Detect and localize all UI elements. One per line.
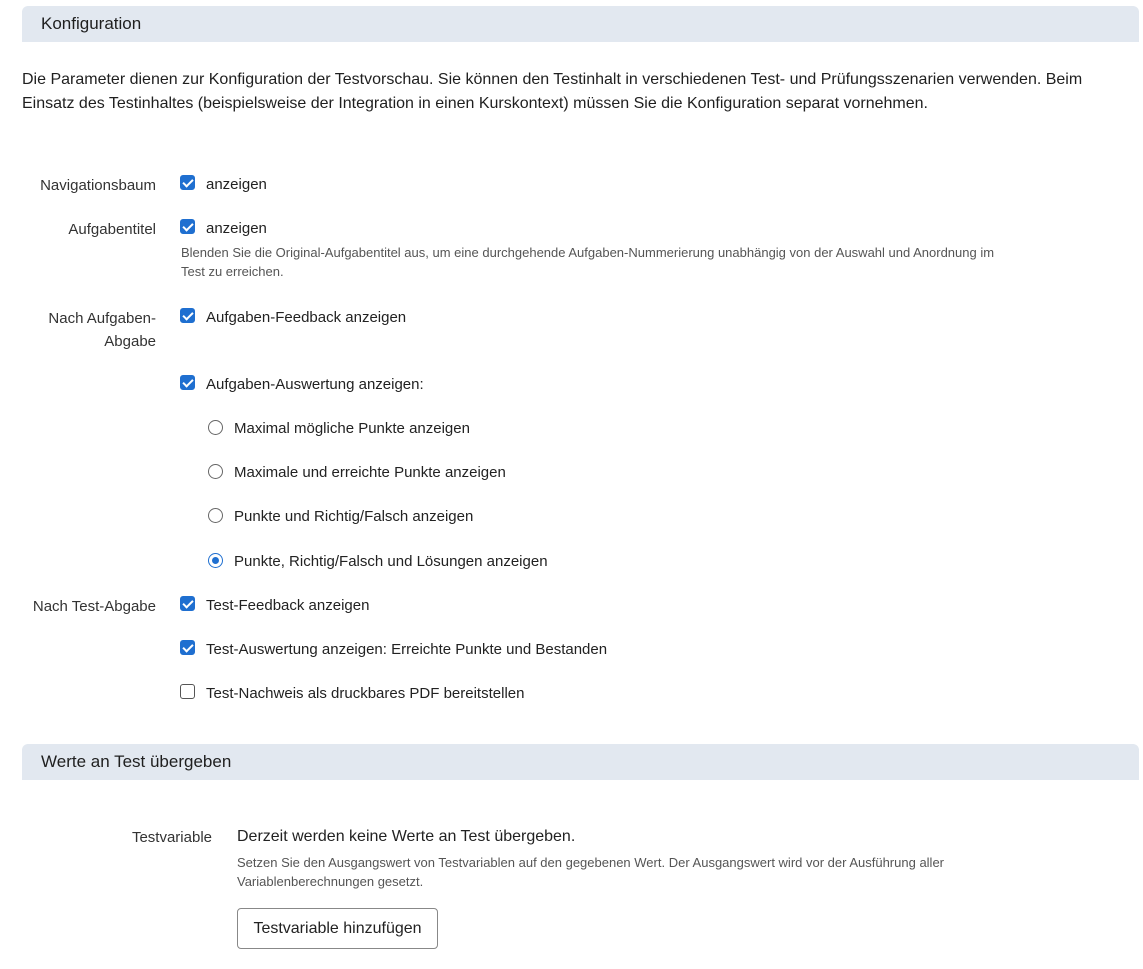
radio-unchecked-icon[interactable] xyxy=(208,420,223,435)
checkbox-aufgaben-auswertung[interactable] xyxy=(180,374,424,396)
radio-punkte-richtig-falsch-loesungen[interactable] xyxy=(208,551,548,573)
checkbox-navigationsbaum[interactable] xyxy=(180,174,267,196)
intro-text: Die Parameter dienen zur Konfiguration der Testvorschau. Sie können den Testinhalt in verschiedenen Test- und Prüfungsszenarien verwenden. Beim Einsatz des Testinhaltes (beispielsweise der Integration in einen Kurskontext) müssen Sie die Konfiguration separat vornehmen. xyxy=(22,71,1083,112)
radio-label: Punkte und Richtig/Falsch anzeigen xyxy=(234,508,474,525)
section-header-werte-an-test xyxy=(22,744,1139,780)
label-navigationsbaum: Navigationsbaum xyxy=(40,177,156,194)
radio-unchecked-icon[interactable] xyxy=(208,508,223,523)
label-nach-test-abgabe: Nach Test-Abgabe xyxy=(32,598,156,615)
label-testvariable: Testvariable xyxy=(131,829,212,846)
checkbox-checked-icon[interactable] xyxy=(180,375,195,390)
checkbox-unchecked-icon[interactable] xyxy=(180,684,195,699)
checkbox-test-feedback[interactable] xyxy=(180,595,369,617)
add-testvariable-button[interactable]: Testvariable hinzufügen xyxy=(237,908,438,949)
checkbox-label: anzeigen xyxy=(206,176,267,193)
radio-maximale-und-erreichte-punkte[interactable] xyxy=(208,462,506,484)
radio-label: Punkte, Richtig/Falsch und Lösungen anzeigen xyxy=(234,553,548,570)
checkbox-label: anzeigen xyxy=(206,220,267,237)
label-line: Abgabe xyxy=(104,333,156,350)
help-aufgabentitel: Blenden Sie die Original-Aufgabentitel aus, um eine durchgehende Aufgaben-Nummerierung unabhängig von der Auswahl und Anordnung im Test zu erreichen. xyxy=(181,245,995,279)
help-testvariable: Setzen Sie den Ausgangswert von Testvariablen auf den gegebenen Wert. Der Ausgangswert wird vor der Ausführung aller Variablenberechnungen gesetzt. xyxy=(237,855,945,889)
checkbox-label: Test-Nachweis als druckbares PDF bereitstellen xyxy=(206,685,525,702)
checkbox-label: Test-Auswertung anzeigen: Erreichte Punkte und Bestanden xyxy=(206,641,608,658)
checkbox-aufgabentitel[interactable] xyxy=(180,218,267,240)
checkbox-label: Aufgaben-Feedback anzeigen xyxy=(206,309,407,326)
radio-maximal-moegliche-punkte[interactable] xyxy=(208,418,470,440)
testvariable-status: Derzeit werden keine Werte an Test übergeben. xyxy=(237,828,576,845)
checkbox-checked-icon[interactable] xyxy=(180,308,195,323)
checkbox-label: Aufgaben-Auswertung anzeigen: xyxy=(206,376,424,393)
radio-punkte-richtig-falsch[interactable] xyxy=(208,506,473,528)
checkbox-aufgaben-feedback[interactable] xyxy=(180,307,406,329)
label-nach-aufgaben-abgabe xyxy=(6,307,156,353)
section-title: Konfiguration xyxy=(41,14,142,33)
radio-label: Maximale und erreichte Punkte anzeigen xyxy=(234,464,506,481)
checkbox-label: Test-Feedback anzeigen xyxy=(206,597,370,614)
checkbox-checked-icon[interactable] xyxy=(180,596,195,611)
checkbox-checked-icon[interactable] xyxy=(180,219,195,234)
checkbox-checked-icon[interactable] xyxy=(180,175,195,190)
checkbox-checked-icon[interactable] xyxy=(180,640,195,655)
label-aufgabentitel: Aufgabentitel xyxy=(68,221,156,238)
radio-unchecked-icon[interactable] xyxy=(208,464,223,479)
radio-checked-icon[interactable] xyxy=(208,553,223,568)
checkbox-test-auswertung[interactable] xyxy=(180,639,607,661)
radio-label: Maximal mögliche Punkte anzeigen xyxy=(234,420,470,437)
checkbox-test-nachweis-pdf[interactable] xyxy=(180,683,524,705)
section-header-konfiguration xyxy=(22,6,1139,42)
label-line: Nach Aufgaben- xyxy=(48,310,156,327)
section-title: Werte an Test übergeben xyxy=(41,752,232,771)
